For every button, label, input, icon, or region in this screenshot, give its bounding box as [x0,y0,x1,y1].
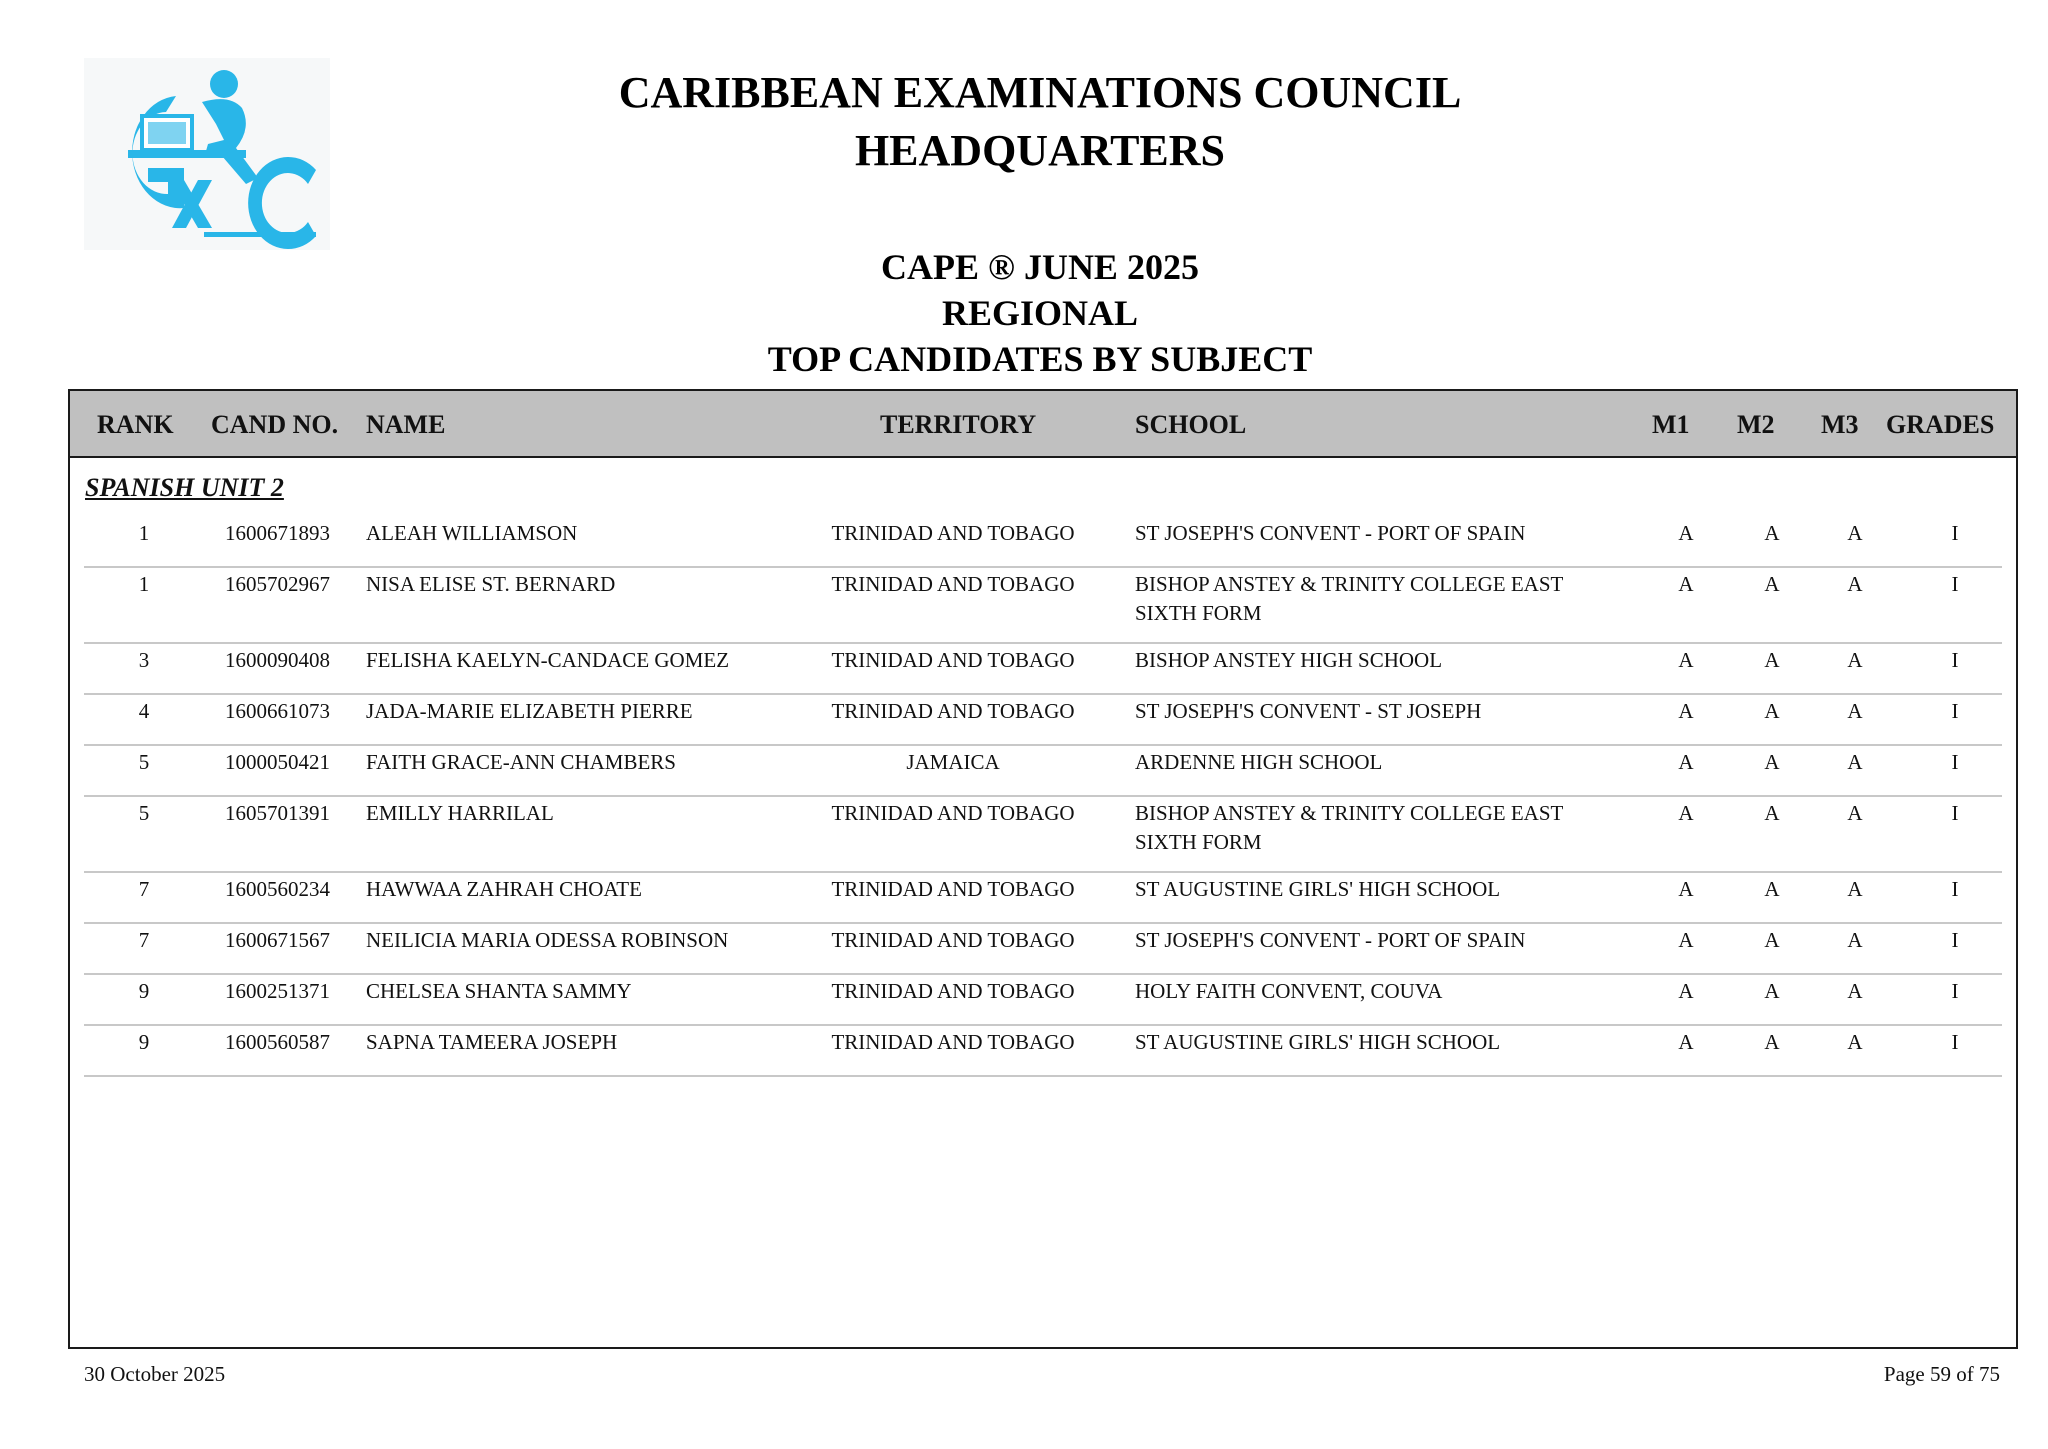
cell-school-line1: ARDENNE HIGH SCHOOL [1135,750,1383,774]
cell-cand-no: 1600251371 [225,979,330,1003]
cell-school [1135,570,1563,628]
cell-school-line1: HOLY FAITH CONVENT, COUVA [1135,979,1443,1003]
table-row [84,744,2002,797]
results-table [68,389,2018,1349]
cell-rank: 9 [138,1030,150,1054]
cell-rank: 7 [138,928,150,952]
table-row [84,922,2002,975]
cell-territory: TRINIDAD AND TOBAGO [831,648,1075,672]
cell-grade: I [1951,699,1959,723]
report-title [0,244,2048,382]
cell-school [1135,977,1442,1006]
cell-m1: A [1678,1030,1694,1054]
col-rank: RANK [97,410,174,439]
cell-m1: A [1678,928,1694,952]
cell-m2: A [1764,572,1780,596]
cell-grade: I [1951,928,1959,952]
table-row [84,973,2002,1026]
exam-name: CAPE ® JUNE 2025 [881,247,1199,287]
col-territory: TERRITORY [880,410,1037,439]
cell-m2: A [1764,1030,1780,1054]
cell-m2: A [1764,750,1780,774]
cell-m2: A [1764,979,1780,1003]
cell-name: SAPNA TAMEERA JOSEPH [366,1030,618,1054]
cell-name: CHELSEA SHANTA SAMMY [366,979,632,1003]
cell-m1: A [1678,979,1694,1003]
col-school: SCHOOL [1135,410,1247,439]
cell-name: FELISHA KAELYN-CANDACE GOMEZ [366,648,730,672]
cell-m3: A [1847,750,1863,774]
cell-name: EMILLY HARRILAL [366,801,554,825]
report-name: TOP CANDIDATES BY SUBJECT [767,339,1313,379]
cell-m3: A [1847,648,1863,672]
cell-grade: I [1951,572,1959,596]
cell-m3: A [1847,928,1863,952]
col-grades: GRADES [1886,410,1995,439]
org-name: CARIBBEAN EXAMINATIONS COUNCIL [618,68,1462,117]
cell-m3: A [1847,877,1863,901]
cell-school-line1: ST JOSEPH'S CONVENT - ST JOSEPH [1135,699,1482,723]
cell-m1: A [1678,877,1694,901]
cell-territory: TRINIDAD AND TOBAGO [831,572,1075,596]
cell-cand-no: 1605701391 [225,801,330,825]
cell-m2: A [1764,928,1780,952]
cell-m2: A [1764,877,1780,901]
col-cand-no: CAND NO. [211,410,339,439]
cell-school-line1: BISHOP ANSTEY & TRINITY COLLEGE EAST [1135,572,1564,596]
cell-cand-no: 1000050421 [225,750,330,774]
cell-grade: I [1951,1030,1959,1054]
col-m2: M2 [1737,410,1775,439]
cell-m2: A [1764,521,1780,545]
cell-school-line2: SIXTH FORM [1135,830,1262,854]
cell-rank: 4 [138,699,150,723]
cell-m1: A [1678,521,1694,545]
cell-m2: A [1764,801,1780,825]
cell-name: JADA-MARIE ELIZABETH PIERRE [366,699,693,723]
cell-rank: 3 [138,648,150,672]
cell-school-line1: BISHOP ANSTEY HIGH SCHOOL [1135,648,1443,672]
table-row [84,693,2002,746]
cell-m3: A [1847,521,1863,545]
header-title [0,64,2048,180]
col-m3: M3 [1821,410,1859,439]
cell-school [1135,875,1500,904]
cell-school [1135,697,1481,726]
cell-school-line1: ST JOSEPH'S CONVENT - PORT OF SPAIN [1135,521,1526,545]
cell-m1: A [1678,648,1694,672]
table-row [84,871,2002,924]
cell-grade: I [1951,750,1959,774]
cell-school [1135,1028,1500,1057]
cell-territory: TRINIDAD AND TOBAGO [831,1030,1075,1054]
table-row [84,515,2002,568]
cell-territory: TRINIDAD AND TOBAGO [831,979,1075,1003]
cell-m1: A [1678,801,1694,825]
cell-territory: TRINIDAD AND TOBAGO [831,521,1075,545]
cell-rank: 5 [138,750,150,774]
cell-m3: A [1847,1030,1863,1054]
cell-territory: TRINIDAD AND TOBAGO [831,699,1075,723]
table-row [84,1024,2002,1077]
cell-m3: A [1847,572,1863,596]
subject-heading: SPANISH UNIT 2 [85,473,284,502]
cell-m3: A [1847,979,1863,1003]
cell-cand-no: 1600671567 [225,928,330,952]
cell-rank: 1 [138,521,150,545]
cell-name: NEILICIA MARIA ODESSA ROBINSON [366,928,729,952]
table-row [84,642,2002,695]
cell-grade: I [1951,648,1959,672]
cell-territory: TRINIDAD AND TOBAGO [831,801,1075,825]
cell-school-line1: ST AUGUSTINE GIRLS' HIGH SCHOOL [1135,877,1501,901]
cell-name: ALEAH WILLIAMSON [366,521,578,545]
table-header [70,391,2016,458]
cell-grade: I [1951,979,1959,1003]
col-name: NAME [366,410,446,439]
cell-cand-no: 1600661073 [225,699,330,723]
table-row [84,566,2002,644]
cell-cand-no: 1600090408 [225,648,330,672]
cell-school [1135,799,1563,857]
col-m1: M1 [1652,410,1690,439]
cell-school-line1: BISHOP ANSTEY & TRINITY COLLEGE EAST [1135,801,1564,825]
cell-school-line1: ST JOSEPH'S CONVENT - PORT OF SPAIN [1135,928,1526,952]
cell-rank: 1 [138,572,150,596]
cell-cand-no: 1600671893 [225,521,330,545]
cell-school [1135,926,1525,955]
cell-m3: A [1847,801,1863,825]
cell-m1: A [1678,699,1694,723]
cell-school [1135,646,1442,675]
cell-m3: A [1847,699,1863,723]
cell-grade: I [1951,521,1959,545]
cell-name: FAITH GRACE-ANN CHAMBERS [366,750,676,774]
table-row [84,795,2002,873]
cell-rank: 5 [138,801,150,825]
cell-territory: JAMAICA [906,750,1000,774]
cell-school-line1: ST AUGUSTINE GIRLS' HIGH SCHOOL [1135,1030,1501,1054]
cell-m1: A [1678,750,1694,774]
cell-grade: I [1951,877,1959,901]
cell-name: HAWWAA ZAHRAH CHOATE [366,877,642,901]
cell-rank: 9 [138,979,150,1003]
footer-date: 30 October 2025 [84,1362,226,1386]
cell-cand-no: 1600560234 [225,877,330,901]
cell-cand-no: 1605702967 [225,572,330,596]
cell-school [1135,519,1525,548]
cell-rank: 7 [138,877,150,901]
office-name: HEADQUARTERS [854,126,1226,175]
footer-page-number: Page 59 of 75 [1883,1362,2000,1386]
cell-territory: TRINIDAD AND TOBAGO [831,877,1075,901]
report-scope: REGIONAL [941,293,1139,333]
cell-territory: TRINIDAD AND TOBAGO [831,928,1075,952]
cell-cand-no: 1600560587 [225,1030,330,1054]
cell-name: NISA ELISE ST. BERNARD [366,572,616,596]
cell-grade: I [1951,801,1959,825]
cell-school-line2: SIXTH FORM [1135,601,1262,625]
cell-school [1135,748,1382,777]
cell-m2: A [1764,648,1780,672]
cell-m2: A [1764,699,1780,723]
cell-m1: A [1678,572,1694,596]
